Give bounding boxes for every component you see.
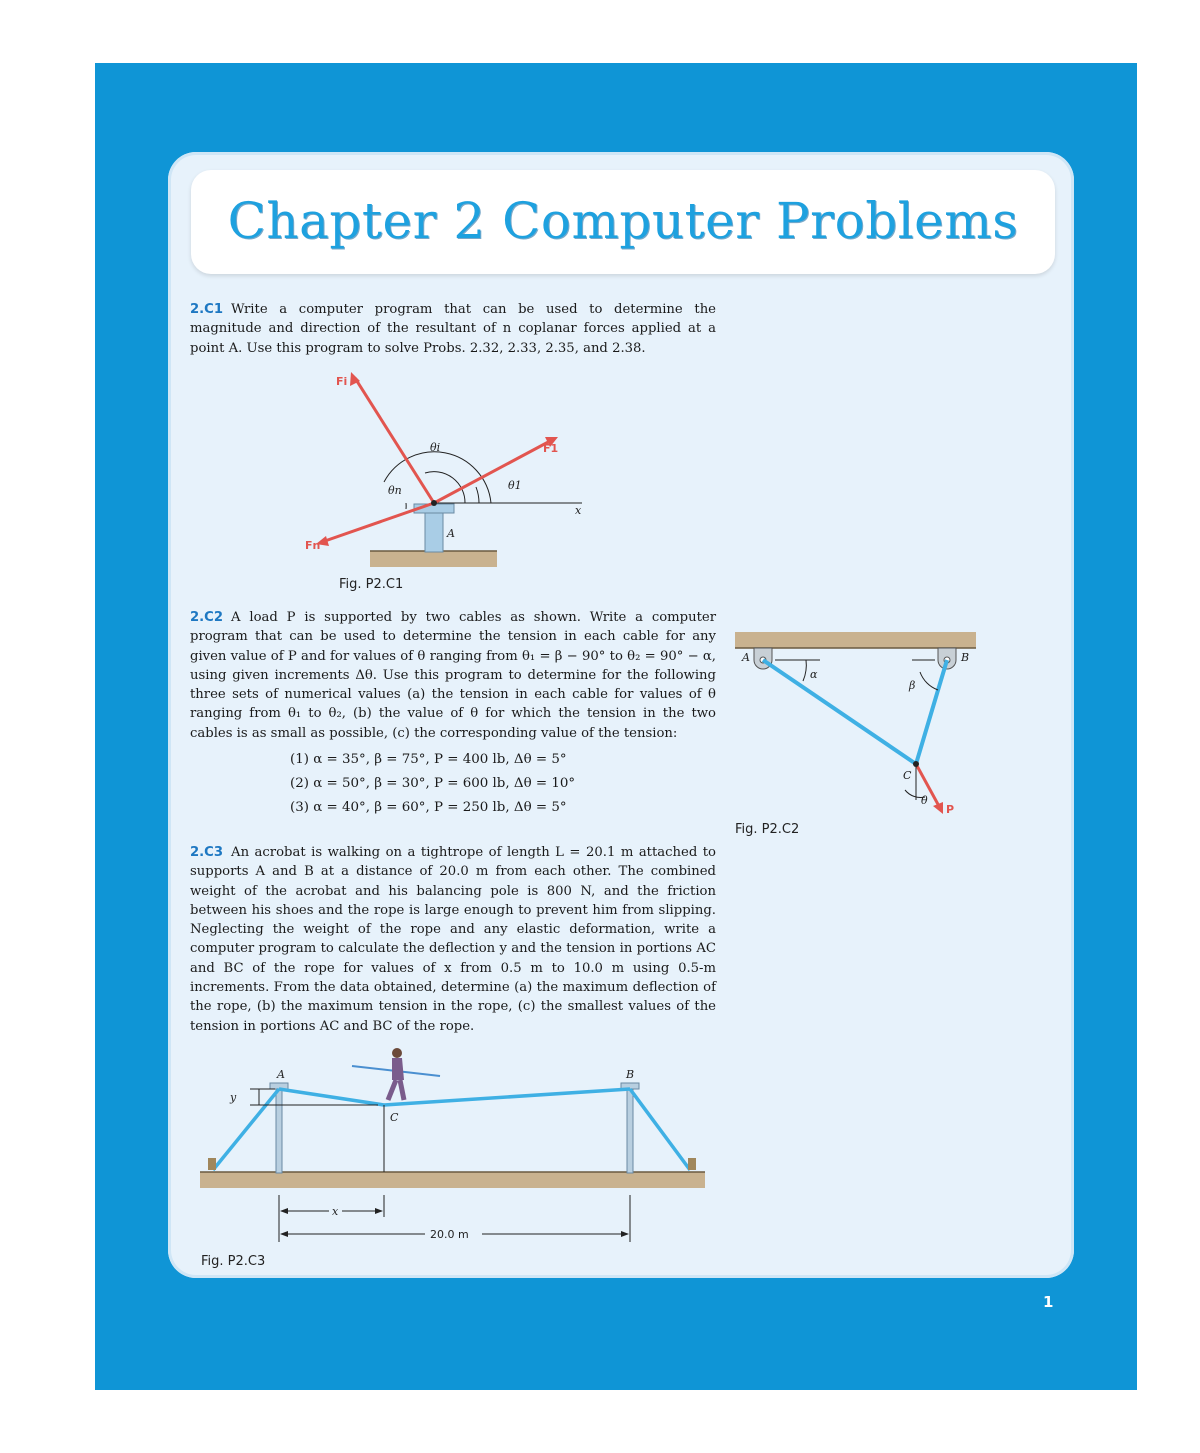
guy-wire-a bbox=[213, 1089, 279, 1170]
label-theta-1: θ1 bbox=[508, 479, 522, 492]
label-b: B bbox=[626, 1068, 635, 1081]
label-fi: Fi bbox=[336, 375, 348, 388]
problem-text: A load P is supported by two cables as shown. Write a computer program that can be used to determine the tension in each cable for any given value of P and for values of θ ranging from θ₁ = β − 90° to θ₂ = 90° − α, using given increments Δθ. Use this program to determine for the following three sets of numerical values (a) the tension in each cable for values of θ ranging from θ₁ to θ₂, (b) the value of θ for which the tension in the two cables is as small as possible, (c) the corresponding value of the tension: bbox=[190, 610, 716, 741]
label-fn: Fn bbox=[305, 539, 321, 552]
caption-p2-c3: Fig. P2.C3 bbox=[201, 1254, 266, 1269]
case-1: (1) α = 35°, β = 75°, P = 400 lb, Δθ = 5° bbox=[290, 752, 567, 767]
label-p: P bbox=[946, 803, 955, 816]
label-a: A bbox=[742, 651, 750, 664]
label-b: B bbox=[961, 651, 970, 664]
figure-p2-c2 bbox=[732, 628, 982, 818]
label-a: A bbox=[277, 1068, 285, 1081]
label-x: x bbox=[332, 1205, 339, 1218]
label-alpha: α bbox=[810, 668, 818, 681]
ceiling bbox=[735, 632, 976, 648]
rope-ac bbox=[279, 1089, 384, 1105]
page-title: Chapter 2 Computer Problems bbox=[227, 192, 1019, 250]
label-c: C bbox=[903, 769, 912, 782]
point-a bbox=[431, 500, 437, 506]
label-theta-n: θn bbox=[388, 484, 402, 497]
problem-number: 2.C1 bbox=[190, 302, 224, 317]
figure-p2-c1 bbox=[300, 372, 600, 572]
point-c bbox=[913, 761, 919, 767]
figure-p2-c3 bbox=[198, 1042, 718, 1242]
rope-bc bbox=[384, 1089, 630, 1105]
force-fn bbox=[322, 503, 434, 542]
label-x: x bbox=[575, 504, 582, 517]
caption-p2-c2: Fig. P2.C2 bbox=[735, 822, 800, 837]
force-f1 bbox=[434, 440, 552, 503]
case-3: (3) α = 40°, β = 60°, P = 250 lb, Δθ = 5° bbox=[290, 800, 567, 815]
ground bbox=[200, 1172, 705, 1188]
problem-2-c2 bbox=[190, 608, 716, 743]
problem-number: 2.C2 bbox=[190, 610, 224, 625]
load-p bbox=[916, 764, 940, 808]
title-box bbox=[191, 170, 1055, 274]
problem-2-c1 bbox=[190, 300, 716, 358]
label-span: 20.0 m bbox=[430, 1228, 469, 1241]
problem-text: Write a computer program that can be used to determine the magnitude and direction of the resultant of n coplanar forces applied at a point A. Use this program to solve Probs. 2.32, 2.33, 2.35, and 2.38. bbox=[190, 302, 716, 356]
label-c: C bbox=[390, 1111, 399, 1124]
cable-bc bbox=[916, 660, 947, 764]
guy-wire-b bbox=[630, 1089, 690, 1170]
label-y: y bbox=[230, 1091, 237, 1104]
problem-2-c3 bbox=[190, 843, 716, 1036]
acrobat bbox=[352, 1048, 440, 1100]
problem-text: An acrobat is walking on a tightrope of length L = 20.1 m attached to supports A and B at a distance of 20.0 m from each other. The combined weight of the acrobat and his balancing pole is 800 N, and the friction between his shoes and the rope is large enough to prevent him from slipping. Neglecting the weight of the rope and any elastic deformation, write a computer program to calculate the deflection y and the tension in portions AC and BC of the rope for values of x from 0.5 m to 10.0 m using 0.5-m increments. From the data obtained, determine (a) the maximum deflection of the rope, (b) the maximum tension in the rope, (c) the smallest values of the tension in portions AC and BC of the rope. bbox=[190, 845, 716, 1034]
ground bbox=[370, 551, 497, 567]
post bbox=[425, 512, 443, 552]
label-theta: θ bbox=[921, 794, 928, 807]
post-b bbox=[627, 1089, 633, 1173]
label-theta-i: θi bbox=[430, 441, 441, 454]
post-a bbox=[276, 1089, 282, 1173]
label-f1: F1 bbox=[543, 442, 559, 455]
problem-number: 2.C3 bbox=[190, 845, 224, 860]
case-2: (2) α = 50°, β = 30°, P = 600 lb, Δθ = 10° bbox=[290, 776, 576, 791]
page-number: 1 bbox=[1043, 1293, 1054, 1311]
label-a: A bbox=[447, 527, 455, 540]
label-beta: β bbox=[909, 679, 916, 692]
cable-ac bbox=[763, 660, 916, 764]
caption-p2-c1: Fig. P2.C1 bbox=[339, 577, 404, 592]
